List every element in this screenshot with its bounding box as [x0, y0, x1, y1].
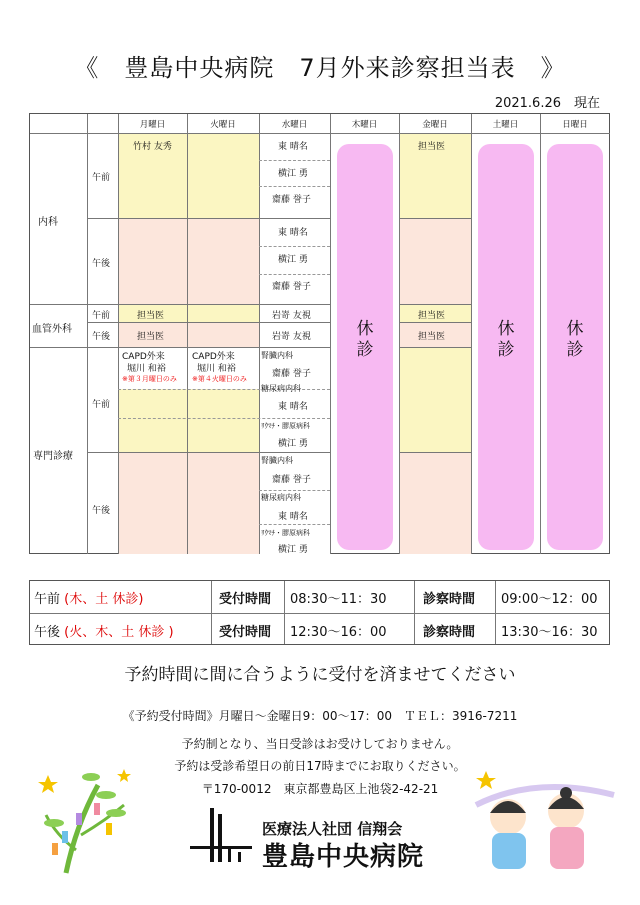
- specialty-am-mon-doctor: 堀川 和裕: [127, 364, 166, 374]
- hours-am-row-label: 午前 (木、土 休診): [34, 581, 143, 613]
- specialty-am-mon-note: ※第３月曜日のみ: [122, 375, 177, 383]
- vascular-am-mon: 担当医: [137, 311, 165, 321]
- specialty-am-wed-clinic-1: 腎臓内科: [261, 351, 293, 360]
- pm-reception-time: 12:30～16：00: [290, 624, 387, 640]
- address: 〒170-0012 東京都豊島区上池袋2-42-21: [201, 782, 439, 796]
- closed-label-sat: 休診: [497, 319, 515, 360]
- internal-am-wed-3: 齋藤 誉子: [272, 195, 311, 205]
- specialty-pm-wed-clinic-2: 糖尿病内科: [261, 493, 301, 502]
- as-of-date: 2021.6.26 現在: [494, 96, 600, 111]
- pm-closed-days: (火、木、土 休診 ): [64, 624, 174, 640]
- specialty-am-label: 午前: [92, 400, 111, 410]
- vascular-pm-fri: 担当医: [418, 332, 446, 342]
- vascular-pm-wed: 岩嵜 友視: [272, 332, 311, 342]
- tanabata-bamboo-icon: [36, 765, 136, 875]
- pm-reception-label: 受付時間: [219, 624, 272, 640]
- specialty-am-mon-clinic: CAPD外来: [122, 352, 165, 362]
- specialty-pm-wed-clinic-3: ﾘｳﾏﾁ・膠原病科: [261, 529, 310, 537]
- dept-specialty: 専門診療: [33, 451, 73, 462]
- day-header-wed: 水曜日: [281, 119, 308, 130]
- notice-line-1: 予約制となり、当日受診はお受けしておりません。: [181, 737, 459, 751]
- am-reception-time: 08:30～11：30: [290, 591, 387, 607]
- specialty-am-tue-doctor: 堀川 和裕: [197, 364, 236, 374]
- am-closed-days: (木、土 休診): [64, 591, 144, 607]
- specialty-pm-wed-doctor-3: 横江 勇: [278, 545, 308, 555]
- hospital-name: 豊島中央病院: [262, 842, 425, 872]
- dept-internal: 内科: [38, 217, 58, 228]
- internal-am-wed-2: 横江 勇: [278, 169, 308, 179]
- specialty-am-wed-doctor-1: 齋藤 誉子: [272, 369, 311, 379]
- notice-line-2: 予約は受診希望日の前日17時までにお取りください。: [174, 759, 466, 773]
- specialty-pm-wed-doctor-1: 齋藤 誉子: [272, 475, 311, 485]
- vascular-pm-mon: 担当医: [137, 332, 165, 342]
- internal-pm-wed-3: 齋藤 誉子: [272, 282, 311, 292]
- specialty-am-wed-doctor-2: 東 晴名: [278, 402, 308, 412]
- dept-vascular: 血管外科: [32, 324, 72, 335]
- internal-am-label: 午前: [92, 173, 111, 183]
- am-reception-label: 受付時間: [219, 591, 272, 607]
- am-exam-label: 診察時間: [423, 591, 476, 607]
- am-exam-time: 09:00～12：00: [501, 591, 598, 607]
- schedule-table: [29, 113, 610, 554]
- closed-label-thu: 休診: [356, 319, 374, 360]
- day-header-mon: 月曜日: [139, 119, 166, 130]
- pm-exam-time: 13:30～16：30: [501, 624, 598, 640]
- vascular-am-fri: 担当医: [418, 311, 446, 321]
- specialty-am-wed-clinic-3: ﾘｳﾏﾁ・膠原病科: [261, 422, 310, 430]
- hours-table: [29, 580, 610, 645]
- day-header-tue: 火曜日: [210, 119, 236, 130]
- specialty-pm-wed-doctor-2: 東 晴名: [278, 512, 308, 522]
- notice-main: 予約時間に間に合うように受付を済ませてください: [124, 665, 516, 685]
- internal-am-mon: 竹村 友秀: [133, 142, 172, 152]
- specialty-am-wed-clinic-2: 糖尿病内科: [261, 384, 301, 393]
- day-header-sun: 日曜日: [562, 119, 588, 130]
- orihime-hikoboshi-icon: [466, 765, 616, 875]
- closed-label-sun: 休診: [566, 319, 584, 360]
- internal-am-wed-1: 東 晴名: [278, 142, 308, 152]
- pm-exam-label: 診察時間: [423, 624, 476, 640]
- specialty-pm-wed-clinic-1: 腎臓内科: [261, 456, 293, 465]
- corp-name: 医療法人社団 信翔会: [262, 820, 403, 838]
- vascular-am-label: 午前: [92, 311, 111, 321]
- internal-pm-wed-1: 東 晴名: [278, 228, 308, 238]
- specialty-am-tue-note: ※第４火曜日のみ: [192, 375, 247, 383]
- internal-pm-label: 午後: [92, 259, 111, 269]
- page-title: 《 豊島中央病院 7月外来診察担当表 》: [74, 54, 566, 82]
- specialty-pm-label: 午後: [92, 506, 111, 516]
- day-header-thu: 木曜日: [351, 119, 378, 130]
- specialty-am-tue-clinic: CAPD外来: [192, 352, 235, 362]
- internal-am-fri: 担当医: [418, 142, 446, 152]
- hospital-logo-icon: [188, 806, 256, 866]
- vascular-am-wed: 岩嵜 友視: [272, 311, 311, 321]
- day-header-sat: 土曜日: [492, 119, 519, 130]
- specialty-am-wed-doctor-3: 横江 勇: [278, 439, 308, 449]
- notice-booking-hours: 《予約受付時間》月曜日～金曜日9：00～17：00 ＴＥＬ：3916-7211: [122, 709, 518, 723]
- vascular-pm-label: 午後: [92, 332, 111, 342]
- hours-pm-row-label: 午後 (火、木、土 休診 ): [34, 614, 174, 646]
- internal-pm-wed-2: 横江 勇: [278, 255, 308, 265]
- day-header-fri: 金曜日: [422, 119, 448, 130]
